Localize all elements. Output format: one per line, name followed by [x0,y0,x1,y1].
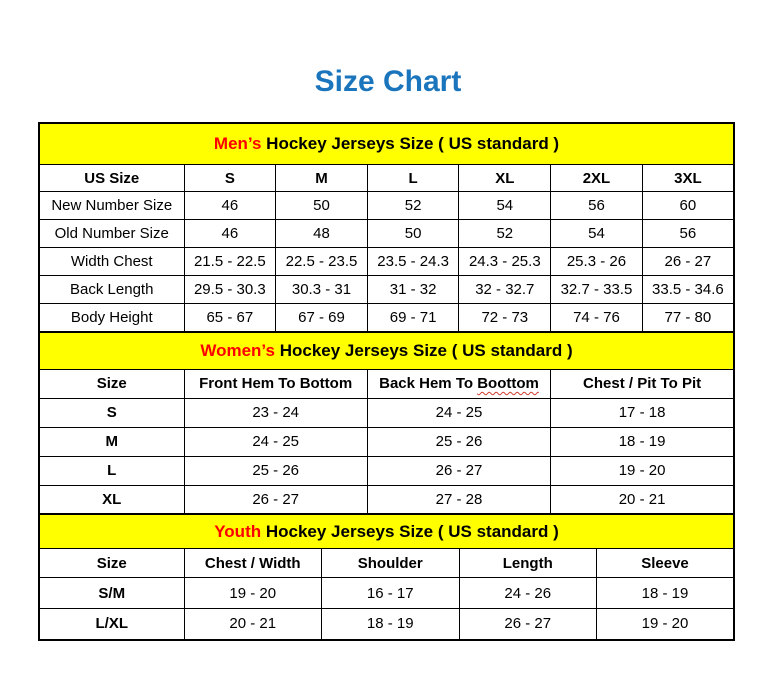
mens-cell-value: 29.5 - 30.3 [184,276,276,304]
mens-cell-value: 54 [459,192,551,220]
youth-band-rest: Hockey Jerseys Size ( US standard ) [261,521,559,541]
youth-cell-value: 24 - 26 [459,578,597,609]
youth-column-header-1: Chest / Width [184,549,322,578]
womens-row-label-0: S [39,398,184,427]
womens-column-header-3: Chest / Pit To Pit [551,369,734,398]
youth-column-header-3: Length [459,549,597,578]
mens-cell-value: 56 [551,192,643,220]
mens-cell-value: 50 [367,220,459,248]
youth-row-label-0: S/M [39,578,184,609]
womens-band-highlight: Women’s [200,340,275,360]
womens-cell-value: 26 - 27 [184,485,367,514]
mens-row-label-4: Body Height [39,304,184,332]
mens-cell-value: 48 [276,220,368,248]
mens-cell-value: 46 [184,192,276,220]
mens-column-header-3: L [367,165,459,192]
mens-section-band-title [39,123,734,165]
mens-cell-value: 72 - 73 [459,304,551,332]
womens-cell-value: 26 - 27 [367,456,550,485]
mens-cell-value: 60 [642,192,734,220]
youth-table-row-0 [39,578,734,609]
youth-band-highlight: Youth [214,521,262,541]
youth-column-header-0: Size [39,549,184,578]
youth-cell-value: 16 - 17 [322,578,460,609]
mens-cell-value: 33.5 - 34.6 [642,276,734,304]
mens-cell-value: 46 [184,220,276,248]
womens-cell-value: 25 - 26 [184,456,367,485]
womens-column-header-1: Front Hem To Bottom [184,369,367,398]
womens-row-label-2: L [39,456,184,485]
youth-column-header-2: Shoulder [322,549,460,578]
mens-cell-value: 56 [642,220,734,248]
womens-cell-value: 19 - 20 [551,456,734,485]
mens-table-row-1 [39,220,734,248]
mens-cell-value: 32.7 - 33.5 [551,276,643,304]
mens-table-row-2 [39,248,734,276]
womens-band-rest: Hockey Jerseys Size ( US standard ) [274,340,573,360]
mens-cell-value: 65 - 67 [184,304,276,332]
womens-cell-value: 23 - 24 [184,398,367,427]
youth-cell-value: 18 - 19 [322,609,460,640]
youth-cell-value: 19 - 20 [597,609,735,640]
mens-table-row-3 [39,276,734,304]
mens-cell-value: 52 [459,220,551,248]
mens-cell-value: 30.3 - 31 [276,276,368,304]
mens-cell-value: 25.3 - 26 [551,248,643,276]
youth-column-header-4: Sleeve [597,549,735,578]
womens-cell-value: 18 - 19 [551,427,734,456]
mens-table-row-0 [39,192,734,220]
womens-cell-value: 17 - 18 [551,398,734,427]
mens-column-header-1: S [184,165,276,192]
mens-column-header-4: XL [459,165,551,192]
mens-cell-value: 54 [551,220,643,248]
mens-cell-value: 22.5 - 23.5 [276,248,368,276]
mens-cell-value: 23.5 - 24.3 [367,248,459,276]
youth-row-label-1: L/XL [39,609,184,640]
womens-cell-value: 20 - 21 [551,485,734,514]
table-mens [38,122,735,333]
table-youth [38,513,735,641]
youth-cell-value: 26 - 27 [459,609,597,640]
mens-cell-value: 31 - 32 [367,276,459,304]
youth-table-row-1 [39,609,734,640]
womens-section-band-title [39,332,734,370]
mens-header-row [39,165,734,192]
womens-header-row [39,369,734,398]
youth-header-row [39,549,734,578]
mens-row-label-3: Back Length [39,276,184,304]
mens-band-rest: Hockey Jerseys Size ( US standard ) [261,134,560,153]
womens-table-row-3 [39,485,734,514]
mens-cell-value: 32 - 32.7 [459,276,551,304]
womens-table-row-1 [39,427,734,456]
womens-column-header-2: Back Hem To Boottom [367,369,550,398]
mens-row-label-0: New Number Size [39,192,184,220]
womens-cell-value: 27 - 28 [367,485,550,514]
mens-cell-value: 21.5 - 22.5 [184,248,276,276]
mens-column-header-2: M [276,165,368,192]
youth-cell-value: 20 - 21 [184,609,322,640]
mens-cell-value: 69 - 71 [367,304,459,332]
mens-row-label-2: Width Chest [39,248,184,276]
page-title: Size Chart [314,65,462,98]
mens-cell-value: 67 - 69 [276,304,368,332]
mens-cell-value: 77 - 80 [642,304,734,332]
mens-table-row-4 [39,304,734,332]
womens-table-row-2 [39,456,734,485]
youth-section-band [39,514,734,549]
womens-cell-value: 24 - 25 [367,398,550,427]
size-tables-container [38,122,735,641]
mens-cell-value: 74 - 76 [551,304,643,332]
youth-cell-value: 19 - 20 [184,578,322,609]
youth-section-band-title [39,514,734,549]
womens-cell-value: 25 - 26 [367,427,550,456]
mens-column-header-6: 3XL [642,165,734,192]
womens-row-label-1: M [39,427,184,456]
womens-row-label-3: XL [39,485,184,514]
mens-section-band [39,123,734,165]
womens-section-band [39,332,734,370]
mens-band-highlight: Men’s [213,134,262,153]
mens-cell-value: 26 - 27 [642,248,734,276]
youth-cell-value: 18 - 19 [597,578,735,609]
mens-column-header-0: US Size [39,165,184,192]
mens-cell-value: 52 [367,192,459,220]
mens-column-header-5: 2XL [551,165,643,192]
mens-cell-value: 24.3 - 25.3 [459,248,551,276]
table-womens [38,331,735,516]
womens-table-row-0 [39,398,734,427]
womens-column-header-0: Size [39,369,184,398]
mens-row-label-1: Old Number Size [39,220,184,248]
misspelled-word: Boottom [477,375,539,392]
mens-cell-value: 50 [276,192,368,220]
womens-cell-value: 24 - 25 [184,427,367,456]
